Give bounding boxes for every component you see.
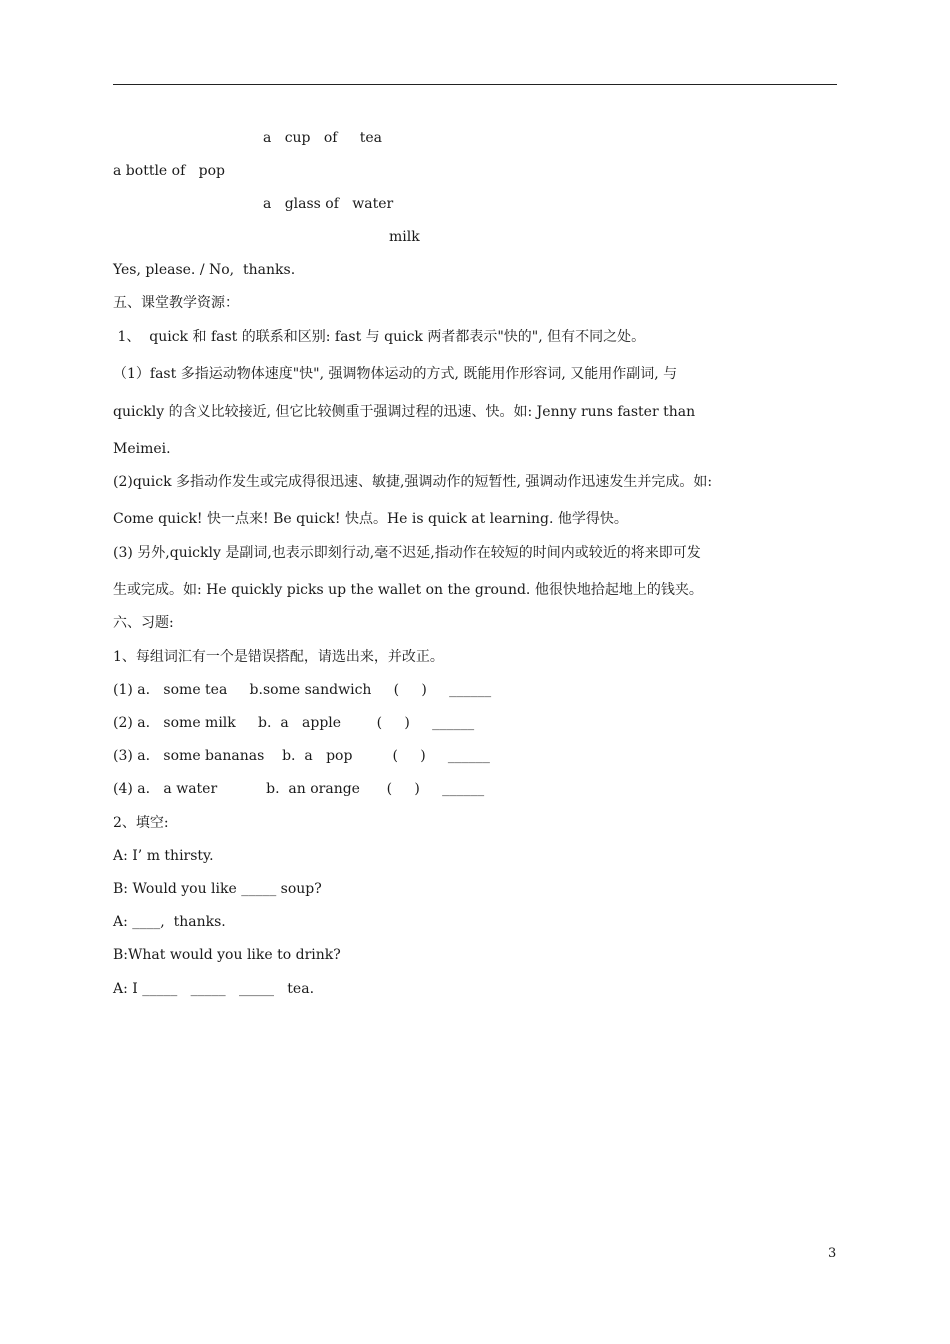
exercise-1-title: 1、每组词汇有一个是错误搭配，请选出来，并改正。	[113, 649, 444, 665]
section-5-para-2-line-3: Meimei.	[113, 441, 171, 457]
section-5-heading: 五、课堂教学资源：	[113, 295, 239, 311]
header-rule	[113, 84, 837, 85]
vocab-line-response: Yes, please. / No, thanks.	[113, 262, 296, 278]
section-5-para-4-line-2: 生或完成。如: He quickly picks up the wallet on the ground. 他很快地拾起地上的钱夹。	[113, 582, 703, 598]
exercise-1-item: (4) a. a water b. an orange ( ) ______	[113, 781, 485, 797]
vocab-line-milk: milk	[389, 229, 420, 245]
exercise-1-item: (2) a. some milk b. a apple ( ) ______	[113, 715, 475, 731]
vocab-line-glass-of-water: a glass of water	[263, 196, 394, 212]
exercise-1-item: (3) a. some bananas b. a pop ( ) ______	[113, 748, 490, 764]
section-5-para-3-line-2: Come quick! 快一点来! Be quick! 快点。He is quick at learning. 他学得快。	[113, 511, 628, 527]
section-5-para-3-line-1: (2)quick 多指动作发生或完成得很迅速、敏捷,强调动作的短暂性, 强调动作迅速发生并完成。如:	[113, 474, 713, 490]
dialogue-line: B: Would you like _____ soup?	[113, 881, 322, 897]
dialogue-line: A: ____, thanks.	[113, 914, 226, 930]
section-5-para-4-line-1: (3) 另外,quickly 是副词,也表示即刻行动,毫不迟延,指动作在较短的时间内或较近的将来即可发	[113, 545, 701, 561]
dialogue-line: B:What would you like to drink?	[113, 947, 341, 963]
vocab-line-cup-of-tea: a cup of tea	[263, 130, 382, 146]
page-number: 3	[828, 1246, 837, 1261]
vocab-line-bottle-of-pop: a bottle of pop	[113, 163, 225, 179]
dialogue-line: A: I’ m thirsty.	[113, 848, 214, 864]
section-5-para-1: 1、 quick 和 fast 的联系和区别: fast 与 quick 两者都表示"快的", 但有不同之处。	[113, 329, 646, 345]
section-5-para-2-line-1: （1）fast 多指运动物体速度"快", 强调物体运动的方式, 既能用作形容词, 又能用作副词, 与	[113, 366, 678, 382]
dialogue-line: A: I _____ _____ _____ tea.	[113, 981, 315, 997]
section-6-heading: 六、习题:	[113, 615, 174, 631]
section-5-para-2-line-2: quickly 的含义比较接近, 但它比较侧重于强调过程的迅速、快。如: Jenny runs faster than	[113, 404, 696, 420]
exercise-2-title: 2、填空:	[113, 815, 169, 831]
exercise-1-item: (1) a. some tea b.some sandwich ( ) ______	[113, 682, 492, 698]
